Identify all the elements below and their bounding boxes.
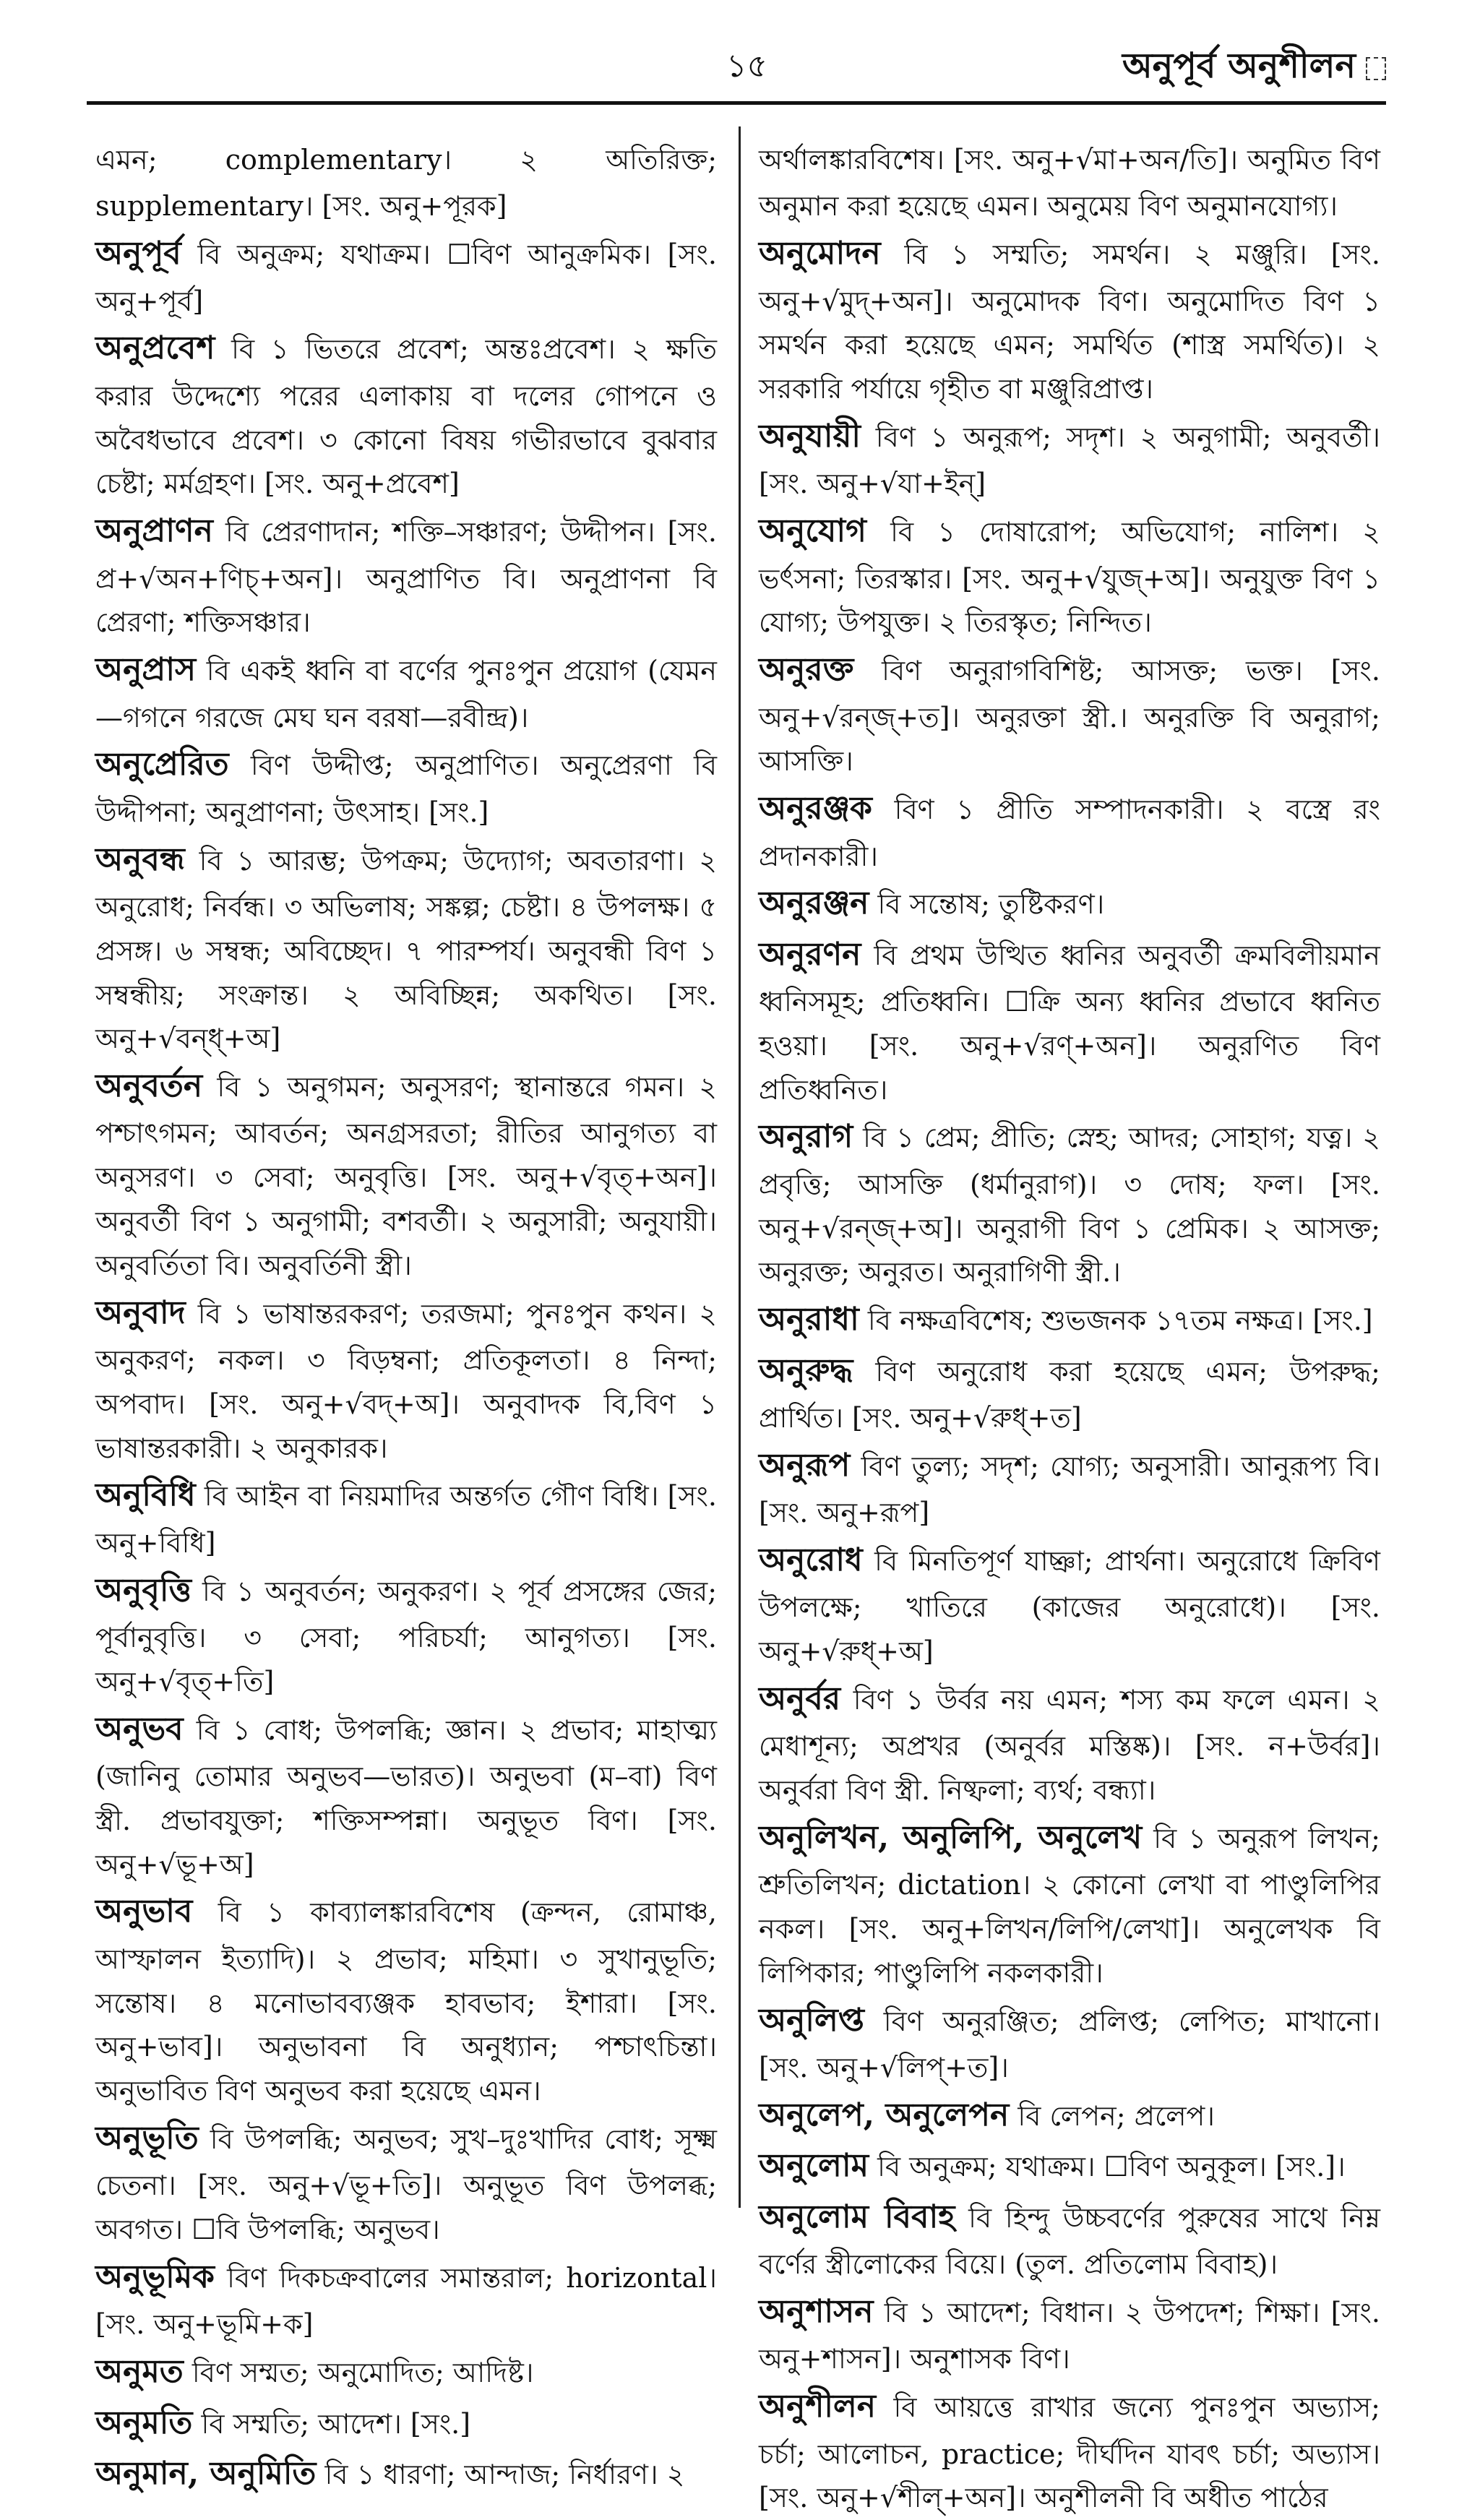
- entry-definition: বি আইন বা নিয়মাদির অন্তর্গত গৌণ বিধি। [সং. অনু+বিধি]: [95, 1480, 717, 1559]
- dictionary-entry: [759, 929, 1380, 1112]
- dictionary-entry: [95, 2347, 717, 2397]
- dictionary-entry: [759, 134, 1380, 228]
- entry-definition: বিণ উদ্দীপ্ত; অনুপ্রাণিত। অনুপ্রেরণা বি উদ্দীপনা; অনুপ্রাণনা; উৎসাহ। [সং.]: [95, 749, 717, 828]
- dictionary-entry: [95, 2448, 717, 2499]
- entry-definition: অর্থালঙ্কারবিশেষ। [সং. অনু+√মা+অন/তি]। অনুমিত বিণ অনুমান করা হয়েছে এমন। অনুমেয় বিণ অনুমানযোগ্য।: [759, 144, 1380, 223]
- entry-headword: অনুলিপ্ত: [759, 2001, 864, 2039]
- entry-headword: অনুলোম: [759, 2147, 869, 2185]
- dictionary-entry: [759, 2192, 1380, 2287]
- entry-definition: বি ১ বোধ; উপলব্ধি; জ্ঞান। ২ প্রভাব; মাহাত্ম্য (জানিনু তোমার অনুভব—ভারত)। অনুভবা (ম–বা) বিণ স্ত্রী. প্রভাবযুক্তা; শক্তিসম্পন্না। অনুভূত বিণ। [সং. অনু+√ভূ+অ]: [95, 1713, 717, 1880]
- page-number: ১৫: [726, 48, 768, 85]
- entry-headword: অনুযায়ী: [759, 417, 861, 455]
- dictionary-entry: [759, 506, 1380, 645]
- dictionary-entry: [759, 1674, 1380, 1812]
- entry-definition: বি মিনতিপূর্ণ যাচ্ঞা; প্রার্থনা। অনুরোধে ক্রিবিণ উপলক্ষে; খাতিরে (কাজের অনুরোধে)। [সং. অনু+√রুধ্‌+অ]: [759, 1545, 1380, 1668]
- entry-headword: অনুযোগ: [759, 512, 866, 550]
- dictionary-entry: [759, 1440, 1380, 1535]
- dictionary-entry: [759, 2090, 1380, 2141]
- entry-headword: অনুরক্ত: [759, 651, 854, 689]
- entry-headword: অনুমোদন: [759, 235, 881, 272]
- entry-definition: বি সন্তোষ; তুষ্টিকরণ।: [877, 888, 1105, 921]
- entry-headword: অনুভূমিক: [95, 2258, 215, 2295]
- entry-definition: বি অনুক্রম; যথাক্রম। ☐বিণ অনুকূল। [সং.]।: [877, 2151, 1346, 2183]
- entry-definition: বি ১ আরম্ভ; উপক্রম; উদ্যোগ; অবতারণা। ২ অনুরোধ; নির্বন্ধ। ৩ অভিলাষ; সঙ্কল্প; চেষ্টা। ৪ উপলক্ষ। ৫ প্রসঙ্গ। ৬ সম্বন্ধ; অবিচ্ছেদ। ৭ পারম্পর্য। অনুবন্ধী বিণ ১ সম্বন্ধীয়; সংক্রান্ত। ২ অবিচ্ছিন্ন; অকথিত। [সং. অনু+√বন্ধ্‌+অ]: [95, 844, 717, 1055]
- dictionary-entry: [95, 2113, 717, 2252]
- dictionary-entry: [759, 783, 1380, 878]
- entry-definition: বি প্রথম উত্থিত ধ্বনির অনুবর্তী ক্রমবিলীয়মান ধ্বনিসমূহ; প্রতিধ্বনি। ☐ক্রি অন্য ধ্বনির প্রভাবে ধ্বনিত হওয়া। [সং. অনু+√রণ্‌+অন]। অনুরণিত বিণ প্রতিধ্বনিত।: [759, 939, 1380, 1106]
- entry-definition: বিণ ১ প্রীতি সম্পাদনকারী। ২ বস্ত্রে রং প্রদানকারী।: [759, 794, 1380, 872]
- entry-headword: অনুরঞ্জক: [759, 790, 872, 827]
- entry-definition: বি নক্ষত্রবিশেষ; শুভজনক ১৭তম নক্ষত্র। [সং.]: [867, 1304, 1373, 1337]
- running-head: [1122, 40, 1386, 97]
- entry-headword: অনুরোধ: [759, 1541, 863, 1579]
- dictionary-entry: [759, 1535, 1380, 1674]
- entry-headword: অনুবন্ধ: [95, 840, 185, 878]
- dictionary-entry: [95, 835, 717, 1062]
- entry-headword: অনুপূর্ব: [95, 235, 181, 272]
- entry-headword: অনুমতি: [95, 2404, 193, 2441]
- dictionary-entry: [95, 506, 717, 645]
- entry-definition: বি প্রেরণাদান; শক্তি–সঞ্চারণ; উদ্দীপন। [সং. প্র+√অন+ণিচ্‌+অন]। অনুপ্রাণিত বি। অনুপ্রাণনা বি প্রেরণা; শক্তিসঞ্চার।: [95, 516, 717, 639]
- entry-definition: বি ১ অনুবর্তন; অনুকরণ। ২ পূর্ব প্রসঙ্গের জের; পূর্বানুবৃত্তি। ৩ সেবা; পরিচর্যা; আনুগত্য। [সং. অনু+√বৃত্‌+তি]: [95, 1575, 717, 1698]
- dictionary-entry: [759, 2381, 1380, 2520]
- dictionary-entry: [759, 2287, 1380, 2381]
- entry-definition: বি ১ সম্মতি; সমর্থন। ২ মঞ্জুরি। [সং. অনু+√মুদ্‌+অন]। অনুমোদক বিণ। অনুমোদিত বিণ ১ সমর্থন করা হয়েছে এমন; সমর্থিত (শাস্ত্র সমর্থিত)। ২ সরকারি পর্যায়ে গৃহীত বা মঞ্জুরিপ্রাপ্ত।: [759, 238, 1380, 405]
- dictionary-entry: [759, 878, 1380, 929]
- right-column: [759, 134, 1380, 2514]
- running-head-text: অনুপূর্ব অনুশীলন: [1122, 46, 1356, 86]
- entry-definition: বি ১ প্রেম; প্রীতি; স্নেহ; আদর; সোহাগ; যত্ন। ২ প্রবৃত্তি; আসক্তি (ধর্মানুরাগ)। ৩ দোষ; ফল। [সং. অনু+√রন্‌জ্‌+অ]। অনুরাগী বিণ ১ প্রেমিক। ২ আসক্ত; অনুরক্ত; অনুরত। অনুরাগিণী স্ত্রী.।: [759, 1122, 1380, 1289]
- dictionary-entry: [95, 2252, 717, 2347]
- entry-definition: বিণ ১ অনুরূপ; সদৃশ। ২ অনুগামী; অনুবর্তী। [সং. অনু+√যা+ইন্‌]: [759, 421, 1380, 500]
- dictionary-entry: [95, 1470, 717, 1565]
- entry-definition: বিণ দিকচক্রবালের সমান্তরাল; horizontal। [সং. অনু+ভূমি+ক]: [95, 2261, 717, 2341]
- entry-headword: অনুবৃত্তি: [95, 1571, 192, 1609]
- entry-definition: এমন; complementary। ২ অতিরিক্ত; supplementary। [সং. অনু+পূরক]: [95, 144, 717, 223]
- dictionary-entry: [95, 739, 717, 834]
- dictionary-entry: [759, 1294, 1380, 1345]
- entry-definition: বি লেপন; প্রলেপ।: [1018, 2099, 1215, 2132]
- entry-headword: অনুলিখন, অনুলিপি, অনুলেখ: [759, 1819, 1143, 1856]
- entry-definition: বি হিন্দু উচ্চবর্ণের পুরুষের সাথে নিম্ন বর্ণের স্ত্রীলোকের বিয়ে। (তুল. প্রতিলোম বিবাহ)।: [759, 2201, 1380, 2281]
- entry-headword: অনুবিধি: [95, 1476, 196, 1514]
- entry-headword: অনুশীলন: [759, 2388, 877, 2425]
- entry-headword: অনুপ্রবেশ: [95, 330, 215, 367]
- entry-definition: বি ১ অনুরূপ লিখন; শ্রুতিলিখন; dictation। ২ কোনো লেখা বা পাণ্ডুলিপির নকল। [সং. অনু+লিখন/লিপি/লেখা]। অনুলেখক বি লিপিকার; পাণ্ডুলিপি নকলকারী।: [759, 1823, 1380, 1989]
- entry-headword: অনুরূপ: [759, 1446, 851, 1484]
- dictionary-entry: [95, 1288, 717, 1471]
- header-rule: [87, 101, 1386, 105]
- dictionary-entry: [95, 2398, 717, 2448]
- entry-definition: বিণ সম্মত; অনুমোদিত; আদিষ্ট।: [192, 2357, 534, 2389]
- entry-headword: অনুপ্রাণন: [95, 512, 213, 550]
- dictionary-entry: [95, 134, 717, 228]
- entry-headword: অনুলোম বিবাহ: [759, 2198, 955, 2235]
- entry-definition: বিণ অনুরোধ করা হয়েছে এমন; উপরুদ্ধ; প্রার্থিত। [সং. অনু+√রুধ্‌+ত]: [759, 1355, 1380, 1435]
- column-divider: [739, 126, 741, 2208]
- dictionary-entry: [95, 1704, 717, 1887]
- dictionary-entry: [95, 645, 717, 739]
- entry-headword: অনুভূতি: [95, 2119, 199, 2156]
- entry-headword: অনুরাগ: [759, 1118, 853, 1156]
- entry-headword: অনুপ্রাস: [95, 651, 197, 689]
- entry-headword: অনুমত: [95, 2353, 184, 2391]
- entry-definition: বি আয়ত্তে রাখার জন্যে পুনঃপুন অভ্যাস; চর্চা; আলোচন, practice; দীর্ঘদিন যাবৎ চর্চা; অভ্যাস। [সং. অনু+√শীল্‌+অন]। অনুশীলনী বি অধীত পাঠের: [759, 2391, 1380, 2514]
- entry-definition: বি সম্মতি; আদেশ। [সং.]: [201, 2407, 471, 2440]
- entry-headword: অনুরণন: [759, 935, 861, 973]
- entry-headword: অনুমান, অনুমিতি: [95, 2454, 317, 2492]
- entry-definition: বি ১ ভিতরে প্রবেশ; অন্তঃপ্রবেশ। ২ ক্ষতি করার উদ্দেশ্যে পরের এলাকায় বা দলের গোপনে ও অবৈধভাবে প্রবেশ। ৩ কোনো বিষয় গভীরভাবে বুঝবার চেষ্টা; মর্মগ্রহণ। [সং. অনু+প্রবেশ]: [95, 333, 717, 500]
- entry-headword: অনুরাধা: [759, 1301, 859, 1338]
- entry-headword: অনুভব: [95, 1710, 184, 1747]
- entry-headword: অনুপ্রেরিত: [95, 746, 229, 783]
- entry-headword: অনুবর্তন: [95, 1067, 203, 1105]
- entry-headword: অনুলেপ, অনুলেপন: [759, 2096, 1010, 2133]
- dictionary-entry: [95, 323, 717, 506]
- entry-definition: বিণ তুল্য; সদৃশ; যোগ্য; অনুসারী। আনুরূপ্য বি। [সং. অনু+রূপ]: [759, 1450, 1380, 1529]
- dictionary-entry: [759, 1111, 1380, 1294]
- entry-definition: বি ১ কাব্যালঙ্কারবিশেষ (ক্রন্দন, রোমাঞ্চ, আস্ফালন ইত্যাদি)। ২ প্রভাব; মহিমা। ৩ সুখানুভূতি; সন্তোষ। ৪ মনোভাবব্যঞ্জক হাবভাব; ইশারা। [সং. অনু+ভাব]। অনুভাবনা বি অনুধ্যান; পশ্চাৎচিন্তা। অনুভাবিত বিণ অনুভব করা হয়েছে এমন।: [95, 1896, 717, 2107]
- dictionary-entry: [759, 1812, 1380, 1995]
- entry-definition: বিণ ১ উর্বর নয় এমন; শস্য কম ফলে এমন। ২ মেধাশূন্য; অপ্রখর (অনুর্বর মস্তিষ্ক)। [সং. ন+উর্বর]। অনুর্বরা বিণ স্ত্রী. নিষ্ফলা; ব্যর্থ; বন্ধ্যা।: [759, 1684, 1380, 1807]
- entry-definition: বি একই ধ্বনি বা বর্ণের পুনঃপুন প্রয়োগ (যেমন—গগনে গরজে মেঘ ঘন বরষা—রবীন্দ্র)।: [95, 655, 717, 734]
- entry-definition: বি উপলব্ধি; অনুভব; সুখ–দুঃখাদির বোধ; সূক্ষ্ম চেতনা। [সং. অনু+√ভূ+তি]। অনুভূত বিণ উপলব্ধ; অবগত। ☐বি উপলব্ধি; অনুভব।: [95, 2123, 717, 2246]
- entry-definition: বি ১ আদেশ; বিধান। ২ উপদেশ; শিক্ষা। [সং. অনু+শাসন]। অনুশাসক বিণ।: [759, 2296, 1380, 2375]
- entry-definition: বি ১ অনুগমন; অনুসরণ; স্থানান্তরে গমন। ২ পশ্চাৎগমন; আবর্তন; অনগ্রসরতা; রীতির আনুগত্য বা অনুসরণ। ৩ সেবা; অনুবৃত্তি। [সং. অনু+√বৃত্‌+অন]। অনুবর্তী বিণ ১ অনুগামী; বশবর্তী। ২ অনুসারী; অনুযায়ী। অনুবর্তিতা বি। অনুবর্তিনী স্ত্রী।: [95, 1071, 717, 1281]
- dictionary-entry: [759, 1346, 1380, 1440]
- dictionary-entry: [95, 1886, 717, 2113]
- dictionary-entry: [759, 411, 1380, 506]
- entry-definition: বি ১ দোষারোপ; অভিযোগ; নালিশ। ২ ভর্ৎসনা; তিরস্কার। [সং. অনু+√যুজ্‌+অ]। অনুযুক্ত বিণ ১ যোগ্য; উপযুক্ত। ২ তিরস্কৃত; নিন্দিত।: [759, 516, 1380, 639]
- dictionary-entry: [759, 2141, 1380, 2191]
- entry-definition: বিণ অনুরঞ্জিত; প্রলিপ্ত; লেপিত; মাখানো। [সং. অনু+√লিপ্‌+ত]।: [759, 2005, 1380, 2084]
- entry-headword: অনুরুদ্ধ: [759, 1351, 853, 1389]
- entry-definition: বি অনুক্রম; যথাক্রম। ☐বিণ আনুক্রমিক। [সং. অনু+পূর্ব]: [95, 238, 717, 317]
- dictionary-entry: [759, 1995, 1380, 2090]
- separator-box-icon: [1366, 57, 1386, 80]
- entry-definition: বিণ অনুরাগবিশিষ্ট; আসক্ত; ভক্ত। [সং. অনু+√রন্‌জ্‌+ত]। অনুরক্তা স্ত্রী.। অনুরক্তি বি অনুরাগ; আসক্তি।: [759, 655, 1380, 778]
- entry-definition: বি ১ ধারণা; আন্দাজ; নির্ধারণ। ২: [324, 2458, 685, 2490]
- entry-headword: অনুরঞ্জন: [759, 885, 869, 922]
- entry-headword: অনুশাসন: [759, 2292, 874, 2330]
- entry-headword: অনুর্বর: [759, 1680, 841, 1718]
- dictionary-entry: [95, 1565, 717, 1704]
- dictionary-entry: [95, 1061, 717, 1288]
- entry-headword: অনুবাদ: [95, 1294, 186, 1331]
- dictionary-entry: [95, 228, 717, 323]
- dictionary-entry: [759, 645, 1380, 783]
- entry-definition: বি ১ ভাষান্তরকরণ; তরজমা; পুনঃপুন কথন। ২ অনুকরণ; নকল। ৩ বিড়ম্বনা; প্রতিকূলতা। ৪ নিন্দা; অপবাদ। [সং. অনু+√বদ্‌+অ]। অনুবাদক বি,বিণ ১ ভাষান্তরকারী। ২ অনুকারক।: [95, 1297, 717, 1464]
- left-column: [95, 134, 717, 2492]
- entry-headword: অনুভাব: [95, 1893, 193, 1930]
- dictionary-entry: [759, 228, 1380, 411]
